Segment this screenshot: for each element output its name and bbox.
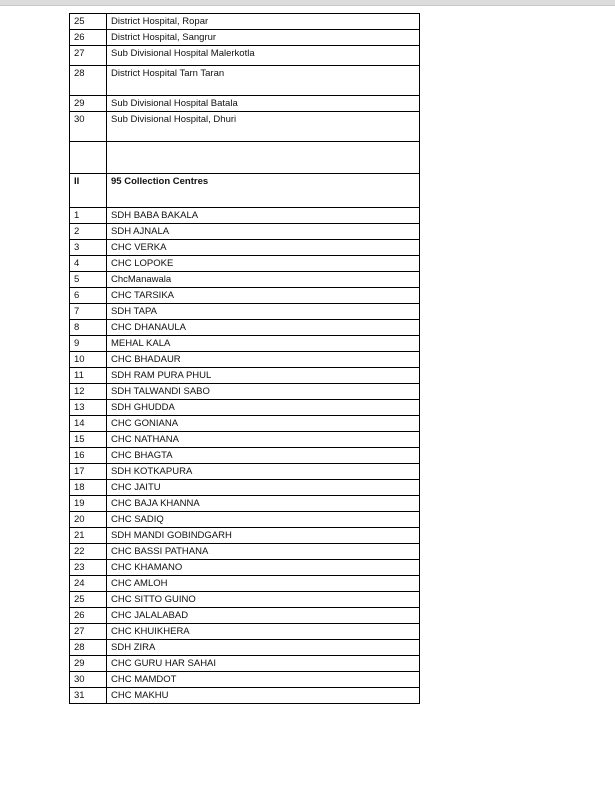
row-number: 12 (70, 384, 107, 400)
table-row (70, 336, 420, 352)
row-number: 8 (70, 320, 107, 336)
table-row (70, 672, 420, 688)
row-number: 25 (70, 592, 107, 608)
facility-name: Sub Divisional Hospital Batala (107, 96, 420, 112)
centre-name: SDH RAM PURA PHUL (107, 368, 420, 384)
row-number: 10 (70, 352, 107, 368)
centre-name: CHC BASSI PATHANA (107, 544, 420, 560)
table-row (70, 304, 420, 320)
table-row (70, 624, 420, 640)
row-number: 2 (70, 224, 107, 240)
centre-name: CHC LOPOKE (107, 256, 420, 272)
section-title: 95 Collection Centres (107, 174, 420, 208)
table-row (70, 240, 420, 256)
centre-name: CHC NATHANA (107, 432, 420, 448)
centre-name: SDH AJNALA (107, 224, 420, 240)
row-number: 26 (70, 30, 107, 46)
centre-name: CHC SITTO GUINO (107, 592, 420, 608)
row-number: 23 (70, 560, 107, 576)
table-row (70, 224, 420, 240)
row-number: 17 (70, 464, 107, 480)
centre-name: CHC JAITU (107, 480, 420, 496)
row-number: 30 (70, 672, 107, 688)
centre-name: SDH TAPA (107, 304, 420, 320)
table-row (70, 96, 420, 112)
facility-name: Sub Divisional Hospital, Dhuri (107, 112, 420, 142)
empty-cell (107, 142, 420, 174)
row-number: 7 (70, 304, 107, 320)
table-row (70, 464, 420, 480)
section-header-row (70, 174, 420, 208)
table-row (70, 432, 420, 448)
row-number: 14 (70, 416, 107, 432)
row-number: 5 (70, 272, 107, 288)
row-number: 13 (70, 400, 107, 416)
viewer-top-bar (0, 0, 615, 6)
table-row (70, 528, 420, 544)
facility-name: District Hospital, Ropar (107, 14, 420, 30)
table-row (70, 208, 420, 224)
row-number: 1 (70, 208, 107, 224)
centre-name: CHC GURU HAR SAHAI (107, 656, 420, 672)
centre-name: CHC TARSIKA (107, 288, 420, 304)
row-number: 16 (70, 448, 107, 464)
row-number: 30 (70, 112, 107, 142)
row-number: 21 (70, 528, 107, 544)
table-row (70, 256, 420, 272)
row-number: 28 (70, 66, 107, 96)
row-number: 27 (70, 46, 107, 66)
centre-name: CHC BHAGTA (107, 448, 420, 464)
row-number: 25 (70, 14, 107, 30)
table-row (70, 544, 420, 560)
centre-name: CHC SADIQ (107, 512, 420, 528)
centre-name: CHC AMLOH (107, 576, 420, 592)
centre-name: CHC KHUIKHERA (107, 624, 420, 640)
table-row (70, 512, 420, 528)
row-number: 22 (70, 544, 107, 560)
table-row (70, 368, 420, 384)
row-number: 6 (70, 288, 107, 304)
row-number: 4 (70, 256, 107, 272)
table-row (70, 640, 420, 656)
table-row (70, 112, 420, 142)
centre-name: SDH GHUDDA (107, 400, 420, 416)
centre-name: ChcManawala (107, 272, 420, 288)
centre-name: CHC BHADAUR (107, 352, 420, 368)
table-row (70, 608, 420, 624)
table-row (70, 496, 420, 512)
row-number: 18 (70, 480, 107, 496)
centre-name: CHC BAJA KHANNA (107, 496, 420, 512)
facility-name: District Hospital, Sangrur (107, 30, 420, 46)
row-number: 27 (70, 624, 107, 640)
centre-name: CHC DHANAULA (107, 320, 420, 336)
centre-name: MEHAL KALA (107, 336, 420, 352)
table-row (70, 400, 420, 416)
table-row (70, 416, 420, 432)
table-row (70, 592, 420, 608)
facility-name: District Hospital Tarn Taran (107, 66, 420, 96)
row-number: 19 (70, 496, 107, 512)
row-number: 24 (70, 576, 107, 592)
centre-name: SDH BABA BAKALA (107, 208, 420, 224)
table-row (70, 46, 420, 66)
centre-name: SDH TALWANDI SABO (107, 384, 420, 400)
centre-name: SDH KOTKAPURA (107, 464, 420, 480)
table-row (70, 656, 420, 672)
table-row (70, 480, 420, 496)
row-number: 3 (70, 240, 107, 256)
row-number: 29 (70, 656, 107, 672)
centre-name: SDH ZIRA (107, 640, 420, 656)
centre-name: CHC GONIANA (107, 416, 420, 432)
centre-name: CHC MAKHU (107, 688, 420, 704)
row-number: 15 (70, 432, 107, 448)
row-number: 29 (70, 96, 107, 112)
table-row (70, 288, 420, 304)
table-row (70, 352, 420, 368)
table-row (70, 560, 420, 576)
empty-row (70, 142, 420, 174)
empty-cell (70, 142, 107, 174)
centre-name: SDH MANDI GOBINDGARH (107, 528, 420, 544)
collection-centres-list (70, 208, 420, 704)
row-number: 28 (70, 640, 107, 656)
table-row (70, 66, 420, 96)
table-row (70, 688, 420, 704)
row-number: 20 (70, 512, 107, 528)
centre-name: CHC MAMDOT (107, 672, 420, 688)
centre-name: CHC JALALABAD (107, 608, 420, 624)
table-row (70, 448, 420, 464)
table-row (70, 320, 420, 336)
section-number: II (70, 174, 107, 208)
table-row (70, 30, 420, 46)
row-number: 9 (70, 336, 107, 352)
table-row (70, 14, 420, 30)
row-number: 26 (70, 608, 107, 624)
row-number: 11 (70, 368, 107, 384)
table-row (70, 576, 420, 592)
row-number: 31 (70, 688, 107, 704)
centre-name: CHC KHAMANO (107, 560, 420, 576)
table-row (70, 272, 420, 288)
facility-name: Sub Divisional Hospital Malerkotla (107, 46, 420, 66)
hospital-list-table (69, 13, 420, 704)
table-row (70, 384, 420, 400)
centre-name: CHC VERKA (107, 240, 420, 256)
